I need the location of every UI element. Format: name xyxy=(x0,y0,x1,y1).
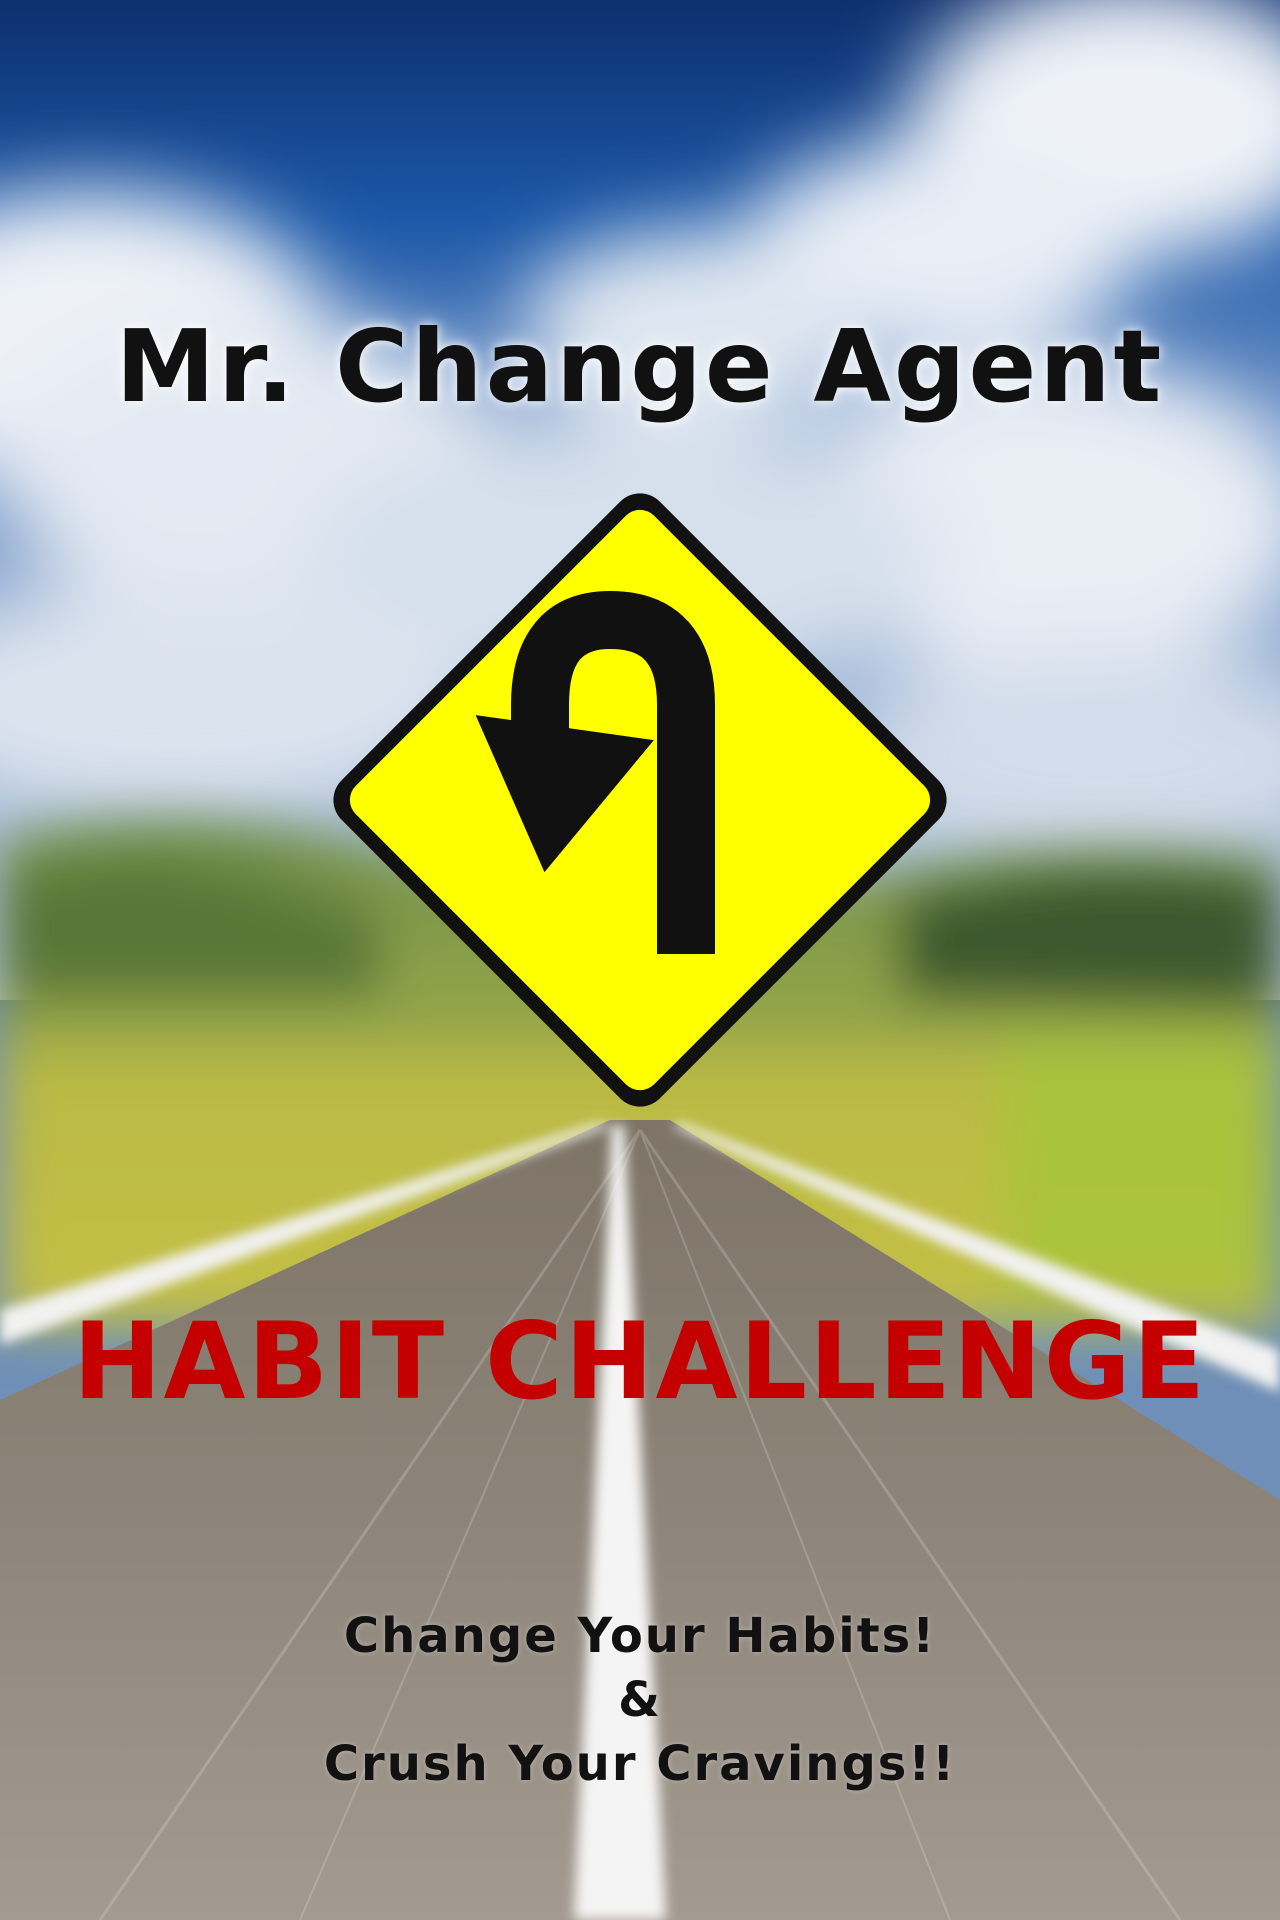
book-title: HABIT CHALLENGE xyxy=(72,1300,1208,1423)
tagline-line-2: & xyxy=(618,1672,662,1728)
author-name: Mr. Change Agent xyxy=(115,308,1165,425)
tagline-line-1: Change Your Habits! xyxy=(343,1608,937,1664)
tagline xyxy=(0,1604,1280,1796)
tagline-line-3: Crush Your Cravings!! xyxy=(323,1736,957,1792)
